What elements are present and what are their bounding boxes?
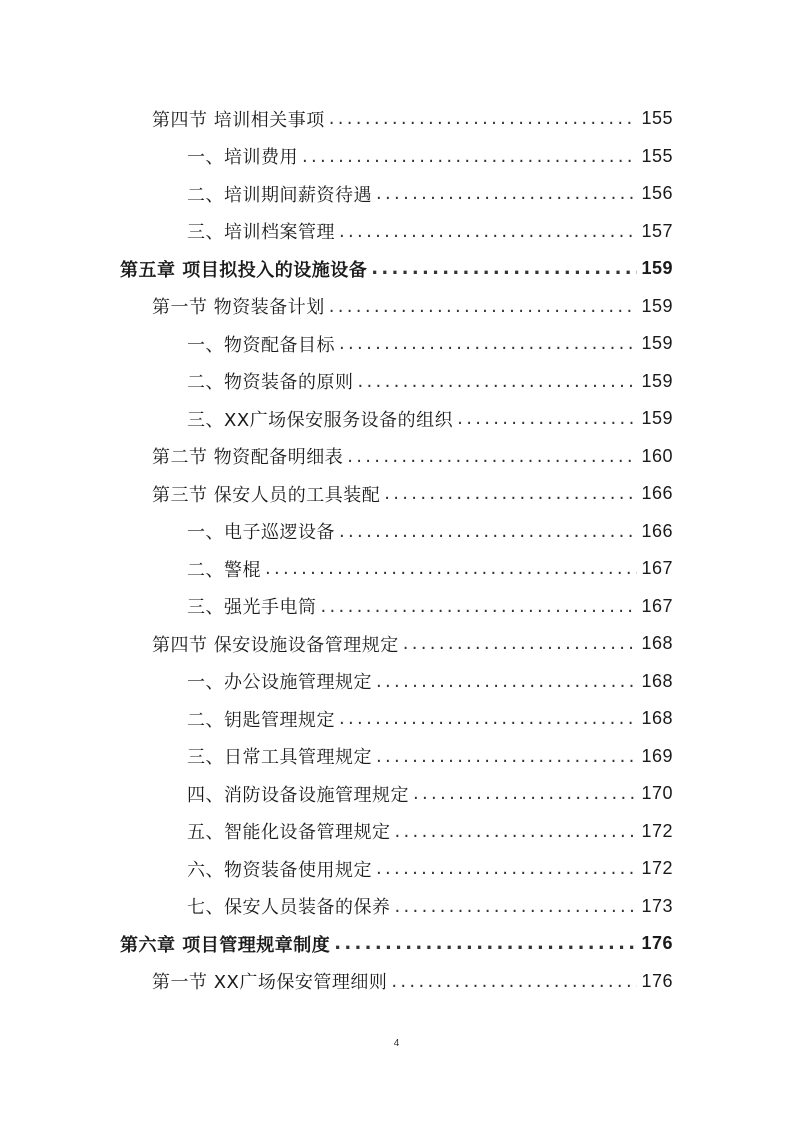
toc-dot-leader (334, 933, 637, 954)
toc-entry-title: 四、消防设备设施管理规定 (187, 784, 409, 806)
toc-entry-item[interactable] (0, 663, 793, 701)
toc-entry-page: 159 (641, 370, 673, 391)
toc-entry-page: 159 (641, 408, 673, 429)
toc-entry-title: 三、强光手电筒 (187, 597, 317, 619)
toc-entry-title: 一、物资配备目标 (187, 334, 335, 356)
toc-dot-leader (265, 558, 637, 579)
toc-entry-section[interactable] (0, 475, 793, 513)
toc-entry-chapter[interactable] (0, 250, 793, 288)
toc-entry-item[interactable] (0, 325, 793, 363)
toc-entry-item[interactable] (0, 850, 793, 888)
toc-entry-title: 一、电子巡逻设备 (187, 522, 335, 544)
toc-entry-page: 156 (641, 183, 673, 204)
toc-entry-title: 第三节 保安人员的工具装配 (152, 484, 381, 506)
toc-entry-page: 168 (641, 633, 673, 654)
page-number: 4 (393, 1038, 400, 1049)
toc-entry-item[interactable] (0, 513, 793, 551)
toc-dot-leader (339, 333, 637, 354)
toc-dot-leader (376, 746, 637, 767)
toc-entry-title: 七、保安人员装备的保养 (187, 897, 391, 919)
toc-entry-page: 173 (641, 895, 673, 916)
toc-entry-title: 一、办公设施管理规定 (187, 672, 372, 694)
toc-entry-page: 172 (641, 858, 673, 879)
table-of-contents (0, 100, 793, 1000)
toc-entry-title: 六、物资装备使用规定 (187, 859, 372, 881)
toc-entry-chapter[interactable] (0, 925, 793, 963)
toc-entry-item[interactable] (0, 138, 793, 176)
toc-dot-leader (339, 708, 637, 729)
toc-entry-item[interactable] (0, 363, 793, 401)
toc-entry-page: 172 (641, 820, 673, 841)
toc-entry-section[interactable] (0, 288, 793, 326)
toc-dot-leader (302, 146, 637, 167)
toc-entry-page: 170 (641, 783, 673, 804)
toc-dot-leader (371, 258, 637, 279)
toc-entry-title: 第二节 物资配备明细表 (152, 447, 344, 469)
toc-entry-title: 第六章 项目管理规章制度 (120, 934, 331, 956)
toc-entry-title: 第一节 物资装备计划 (152, 297, 325, 319)
toc-entry-item[interactable] (0, 175, 793, 213)
toc-entry-page: 176 (641, 933, 673, 954)
toc-entry-title: 第一节 XX广场保安管理细则 (152, 972, 388, 994)
toc-entry-page: 169 (641, 745, 673, 766)
toc-entry-page: 167 (641, 595, 673, 616)
toc-dot-leader (391, 971, 637, 992)
toc-entry-page: 168 (641, 708, 673, 729)
toc-entry-title: 一、培训费用 (187, 147, 298, 169)
toc-entry-page: 155 (641, 108, 673, 129)
toc-dot-leader (376, 858, 637, 879)
toc-entry-page: 155 (641, 145, 673, 166)
toc-entry-title: 二、物资装备的原则 (187, 372, 354, 394)
toc-entry-item[interactable] (0, 813, 793, 851)
toc-entry-title: 二、警棍 (187, 559, 261, 581)
toc-dot-leader (413, 783, 637, 804)
toc-entry-page: 157 (641, 220, 673, 241)
toc-entry-page: 160 (641, 445, 673, 466)
toc-dot-leader (403, 633, 638, 654)
toc-dot-leader (395, 821, 638, 842)
toc-entry-item[interactable] (0, 775, 793, 813)
toc-entry-section[interactable] (0, 963, 793, 1001)
toc-dot-leader (358, 371, 638, 392)
toc-entry-page: 176 (641, 970, 673, 991)
toc-dot-leader (329, 108, 638, 129)
toc-entry-section[interactable] (0, 438, 793, 476)
toc-entry-title: 第四节 保安设施设备管理规定 (152, 634, 399, 656)
toc-entry-page: 166 (641, 483, 673, 504)
toc-entry-item[interactable] (0, 738, 793, 776)
toc-dot-leader (329, 296, 638, 317)
toc-dot-leader (457, 408, 637, 429)
toc-entry-item[interactable] (0, 213, 793, 251)
toc-entry-title: 三、培训档案管理 (187, 222, 335, 244)
toc-entry-section[interactable] (0, 100, 793, 138)
toc-entry-title: 三、日常工具管理规定 (187, 747, 372, 769)
toc-entry-page: 159 (641, 333, 673, 354)
toc-entry-item[interactable] (0, 588, 793, 626)
toc-entry-title: 第四节 培训相关事项 (152, 109, 325, 131)
toc-entry-page: 167 (641, 558, 673, 579)
toc-entry-title: 第五章 项目拟投入的设施设备 (120, 259, 368, 281)
toc-dot-leader (376, 671, 637, 692)
toc-entry-item[interactable] (0, 550, 793, 588)
toc-entry-title: 二、培训期间薪资待遇 (187, 184, 372, 206)
toc-entry-page: 159 (641, 295, 673, 316)
toc-entry-page: 159 (641, 258, 673, 279)
toc-entry-item[interactable] (0, 400, 793, 438)
toc-dot-leader (376, 183, 637, 204)
toc-dot-leader (347, 446, 637, 467)
toc-dot-leader (321, 596, 638, 617)
toc-entry-page: 166 (641, 520, 673, 541)
toc-dot-leader (339, 221, 637, 242)
toc-entry-title: 五、智能化设备管理规定 (187, 822, 391, 844)
toc-dot-leader (395, 896, 638, 917)
toc-entry-item[interactable] (0, 888, 793, 926)
toc-dot-leader (339, 521, 637, 542)
toc-entry-item[interactable] (0, 700, 793, 738)
toc-dot-leader (384, 483, 637, 504)
toc-entry-page: 168 (641, 670, 673, 691)
toc-entry-section[interactable] (0, 625, 793, 663)
toc-entry-title: 二、钥匙管理规定 (187, 709, 335, 731)
toc-entry-title: 三、XX广场保安服务设备的组织 (187, 409, 454, 431)
